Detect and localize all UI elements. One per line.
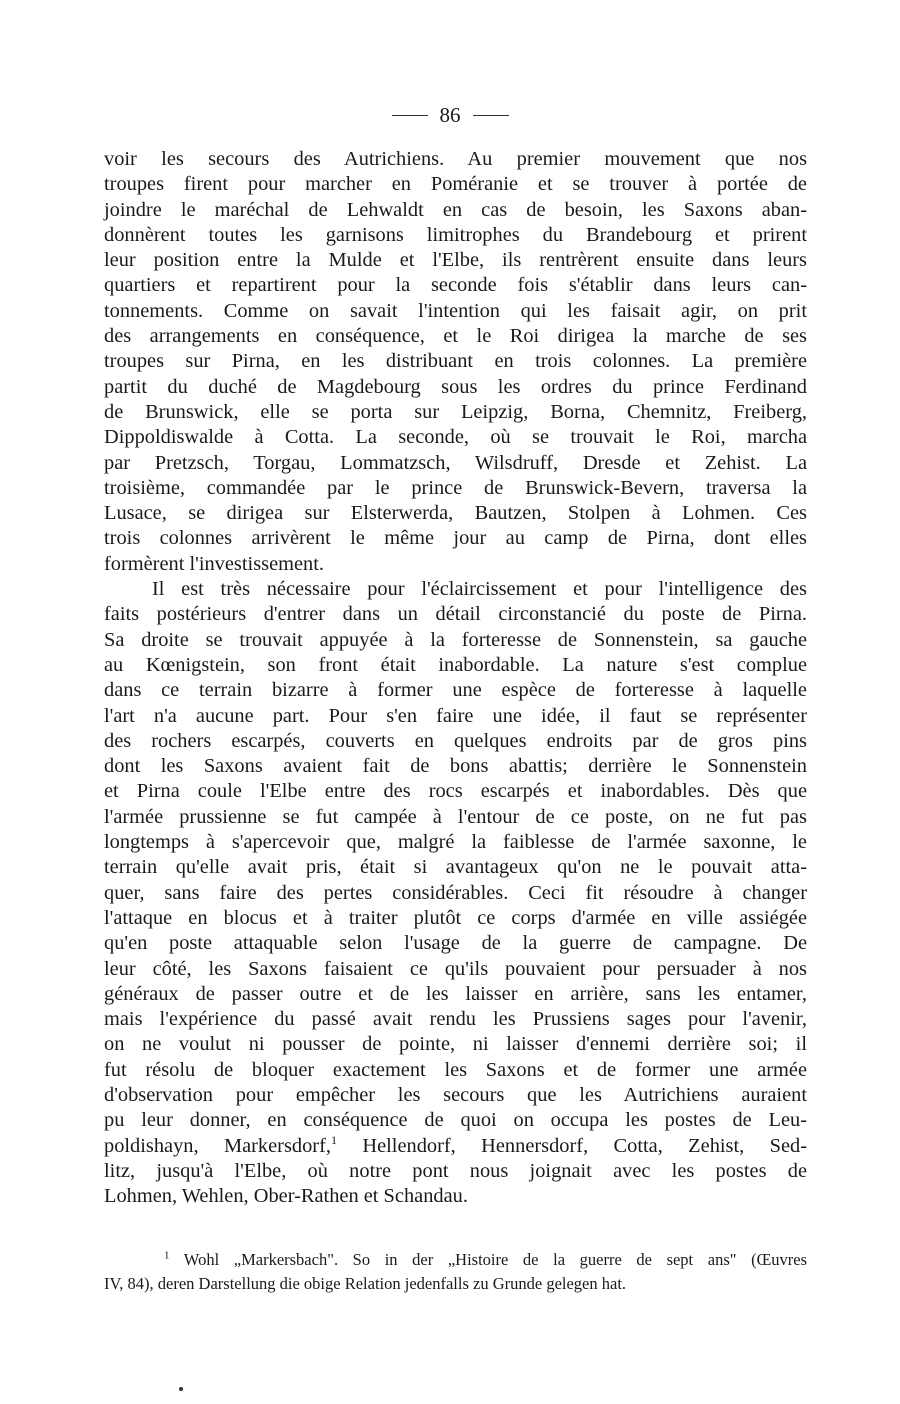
- footnote-text: Wohl „Markersbach". So in der „Histoire de la guerre de sept ans" (Œuvres: [169, 1250, 807, 1269]
- text-line: qu'en poste attaquable selon l'usage de la guerre de campagne. De: [104, 932, 807, 955]
- paragraph-1: [104, 147, 807, 577]
- text-line: fut résolu de bloquer exactement les Saxons et de former une armée: [104, 1058, 807, 1081]
- page-header: [0, 100, 900, 130]
- text-line: on ne voulut ni pousser de pointe, ni laisser d'ennemi derrière soi; il: [104, 1033, 807, 1056]
- text-line: terrain qu'elle avait pris, était si avantageux qu'on ne le pouvait atta-: [104, 856, 807, 879]
- text-line: mais l'expérience du passé avait rendu les Prussiens sages pour l'avenir,: [104, 1008, 807, 1031]
- main-text: [104, 147, 807, 1209]
- text-line: donnèrent toutes les garnisons limitrophes du Brandebourg et prirent: [104, 223, 807, 246]
- footnote-reference[interactable]: 1: [330, 1132, 337, 1147]
- text-line: l'armée prussienne se fut campée à l'entour de ce poste, on ne fut pas: [104, 805, 807, 828]
- text-line: dont les Saxons avaient fait de bons abattis; derrière le Sonnenstein: [104, 755, 807, 778]
- text-line: voir les secours des Autrichiens. Au premier mouvement que nos: [104, 148, 807, 170]
- text-line: pu leur donner, en conséquence de quoi on occupa les postes de Leu-: [104, 1109, 807, 1132]
- text-line: leur côté, les Saxons faisaient ce qu'ils pouvaient pour persuader à nos: [104, 957, 807, 980]
- text-line: l'attaque en blocus et à traiter plutôt ce corps d'armée en ville assiégée: [104, 906, 807, 929]
- paragraph-2: [104, 577, 807, 1209]
- footnote-marker: 1: [164, 1249, 170, 1262]
- text-line: litz, jusqu'à l'Elbe, où notre pont nous joignait avec les postes de: [104, 1159, 807, 1182]
- text-line: des arrangements en conséquence, et le Roi dirigea la marche de ses: [104, 325, 807, 348]
- text-line: troupes firent pour marcher en Poméranie et se trouver à portée de: [104, 173, 807, 196]
- text-line: quer, sans faire des pertes considérables. Ceci fit résoudre à changer: [104, 881, 807, 904]
- text-line: partit du duché de Magdebourg sous les ordres du prince Ferdinand: [104, 375, 807, 398]
- text-line: Sa droite se trouvait appuyée à la forteresse de Sonnenstein, sa gauche: [104, 628, 807, 651]
- text-line: joindre le maréchal de Lehwaldt en cas de besoin, les Saxons aban-: [104, 198, 807, 221]
- print-speck: [179, 1387, 183, 1391]
- text-line: par Pretzsch, Torgau, Lommatzsch, Wilsdruff, Dresde et Zehist. La: [104, 451, 807, 474]
- left-dash-rule: [392, 115, 428, 116]
- text-line: troupes sur Pirna, en les distribuant en trois colonnes. La première: [104, 350, 807, 373]
- text-line: tonnements. Comme on savait l'intention qui les faisait agir, on prit: [104, 299, 807, 322]
- text-line: troisième, commandée par le prince de Brunswick-Bevern, traversa la: [104, 476, 807, 499]
- text-line: Lusace, se dirigea sur Elsterwerda, Bautzen, Stolpen à Lohmen. Ces: [104, 502, 807, 525]
- footnote-line: IV, 84), deren Darstellung die obige Relation jedenfalls zu Grunde gelegen hat.: [104, 1274, 627, 1293]
- text-line: leur position entre la Mulde et l'Elbe, ils rentrèrent ensuite dans leurs: [104, 249, 807, 272]
- text-line: trois colonnes arrivèrent le même jour au camp de Pirna, dont elles: [104, 527, 807, 550]
- text-line: quartiers et repartirent pour la seconde fois s'établir dans leurs can-: [104, 274, 807, 297]
- text-line: longtemps à s'apercevoir que, malgré la faiblesse de l'armée saxonne, le: [104, 831, 807, 854]
- text-line: au Kœnigstein, son front était inabordable. La nature s'est complue: [104, 653, 807, 676]
- text-line: Lohmen, Wehlen, Ober-Rathen et Schandau.: [104, 1185, 468, 1208]
- text-line: d'observation pour empêcher les secours que les Autrichiens auraient: [104, 1083, 807, 1106]
- text-line: de Brunswick, elle se porta sur Leipzig, Borna, Chemnitz, Freiberg,: [104, 400, 807, 423]
- text-line: des rochers escarpés, couverts en quelques endroits par de gros pins: [104, 729, 807, 752]
- text-line: et Pirna coule l'Elbe entre des rocs escarpés et inabordables. Dès que: [104, 780, 807, 803]
- page-number: 86: [439, 102, 461, 127]
- text-line: généraux de passer outre et de les laisser en arrière, sans les entamer,: [104, 982, 807, 1005]
- text-line-with-footnote-ref: [104, 1134, 807, 1159]
- text-line: Il est très nécessaire pour l'éclaircissement et pour l'intelligence des: [152, 578, 807, 601]
- text-line: faits postérieurs d'entrer dans un détail circonstancié du poste de Pirna.: [104, 603, 807, 626]
- right-dash-rule: [473, 115, 509, 116]
- footnote: [104, 1248, 807, 1296]
- line-segment: Hellendorf, Hennersdorf, Cotta, Zehist, Sed-: [336, 1134, 807, 1157]
- text-line: l'art n'a aucune part. Pour s'en faire une idée, il faut se représenter: [104, 704, 807, 727]
- text-line: Dippoldiswalde à Cotta. La seconde, où se trouvait le Roi, marcha: [104, 426, 807, 449]
- footnote-line: [104, 1248, 807, 1272]
- text-line: formèrent l'investissement.: [104, 552, 324, 575]
- text-line: dans ce terrain bizarre à former une espèce de forteresse à laquelle: [104, 679, 807, 702]
- line-segment: poldishayn, Markersdorf,: [104, 1134, 331, 1157]
